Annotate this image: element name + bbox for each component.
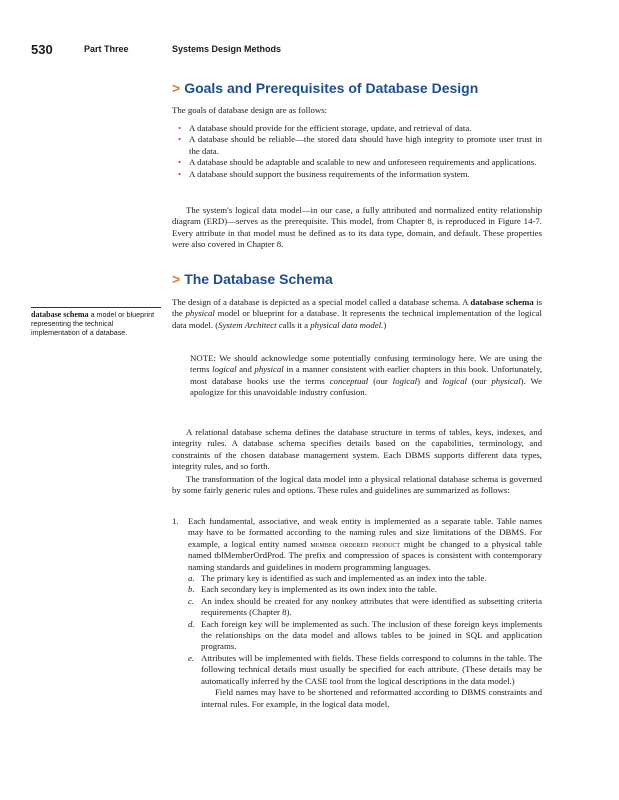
sidebar-text: a model or blueprint representing the technical implementation of a database. (31, 310, 155, 337)
page-header (31, 42, 559, 62)
text-run: Each secondary key is implemented as its own index into the table. (201, 584, 437, 595)
item-letter: a. (188, 573, 195, 584)
term-italic: physical data model. (310, 319, 384, 330)
item-letter: d. (188, 618, 195, 629)
rules-list (172, 516, 542, 710)
sidebar-term: database schema (31, 310, 89, 319)
section-heading-goals (172, 80, 478, 96)
text-run: in a manner consistent with earlier chapters in this book. Unfortunately, most database books use the terms (190, 364, 543, 386)
text-run: ). We apologize for this unavoidable industry confusion. (190, 375, 542, 398)
section-heading-schema (172, 271, 333, 287)
text-run: model or blueprint for a database. It represents the technical implementation of the logical data model. ( (172, 308, 542, 330)
text-run: Attributes will be implemented with fields. These fields correspond to columns in the table. The following technical details must usually be specified for each attribute. (These details may be automatically inferred by the CASE tool from the logical descriptions in the data model.) (201, 652, 542, 686)
list-item: • A database should be adaptable and scalable to new and unforeseen requirements and applications. (172, 157, 542, 168)
term-italic: logical (212, 364, 237, 375)
list-item: • A database should support the business requirements of the information system. (172, 169, 542, 180)
section-heading-text: Goals and Prerequisites of Database Design (184, 80, 479, 96)
term-italic: physical (491, 375, 521, 386)
sidebar-definition (31, 311, 163, 337)
list-item: • A database should be reliable—the stored data should have high integrity to promote user trust in the data. (172, 134, 542, 157)
goals-list (172, 123, 542, 180)
item-letter: c. (188, 595, 195, 606)
entity-name: member ordered product (310, 539, 400, 549)
heading-arrow-icon: > (172, 80, 181, 96)
terminology-note (190, 353, 542, 399)
text-run: ) and (417, 375, 438, 386)
text-run: is the (172, 297, 542, 319)
item-number: 1. (172, 516, 179, 526)
text-run: Each fundamental, associative, and weak entity is implemented as a separate table. Table names may have to be formatted according to the naming rules and size limitations of the DBMS. For example, a logical entity named (188, 516, 542, 549)
heading-arrow-icon: > (172, 271, 181, 287)
list-item (188, 619, 542, 653)
text-run: and (239, 364, 252, 375)
sidebar-rule (31, 307, 161, 308)
text-run: ) (383, 319, 387, 330)
item-letter: b. (188, 584, 195, 595)
page-number: 530 (31, 42, 53, 57)
term-bold: database schema (470, 297, 534, 307)
list-item: • A database should provide for the efficient storage, update, and retrieval of data. (172, 123, 542, 134)
list-item (172, 516, 542, 710)
section-heading-text: The Database Schema (184, 271, 333, 287)
text-run: calls it a (278, 319, 309, 330)
text-run: (our (373, 375, 388, 386)
field-names-paragraph: Field names may have to be shortened and reformatted according to DBMS constraints and internal rules. For example, in the logical data model, (201, 687, 542, 709)
item-letter: e. (188, 652, 195, 663)
list-item (188, 573, 542, 584)
schema-paragraph-2: A relational database schema defines the database structure in terms of tables, keys, indexes, and integrity rules. A database schema specifies details based on the capabilities, terminology, and constraints of the chosen database management system. Each DBMS supports different data types, integrity rules, and so forth. (172, 427, 542, 472)
goals-paragraph: The system's logical data model—in our case, a fully attributed and normalized entity relationship diagram (ERD)—serves as the prerequisite. This model, from Chapter 8, is reproduced in Figure 14-7. Every attribute in that model must be defined as to its data type, domain, and default. These properties were also covered in Chapter 8. (172, 205, 542, 250)
text-run: Each foreign key will be implemented as such. The inclusion of these foreign keys implements the relationships on the data model and allows tables to be joined in SQL and application programs. (201, 618, 542, 652)
schema-paragraph-3: The transformation of the logical data model into a physical relational database schema is governed by some fairly generic rules and options. These rules and guidelines are summarized as follows: (172, 474, 542, 496)
term-italic: logical (392, 375, 418, 386)
list-item (188, 584, 542, 595)
text-run: An index should be created for any nonkey attributes that were identified as subsetting criteria requirements (Chapter 8). (201, 595, 542, 618)
goals-intro: The goals of database design are as follows: (172, 105, 328, 115)
text-run: NOTE: We should acknowledge some potentially confusing terminology here. We are using the terms (190, 353, 542, 375)
text-run: might be changed to a physical table named tblMemberOrdProd. The prefix and compression of spaces is consistent with contemporary naming standards and guidelines in modern programming languages. (188, 538, 543, 572)
term-italic: logical (442, 375, 467, 386)
list-item (188, 653, 542, 710)
term-italic: System Architect (218, 319, 277, 330)
text-run: (our (471, 375, 487, 386)
list-item (188, 596, 542, 619)
term-italic: conceptual (329, 375, 369, 386)
schema-paragraph-1 (172, 297, 542, 331)
term-italic: physical (185, 308, 215, 319)
text-run: The primary key is identified as such and implemented as an index into the table. (201, 573, 487, 584)
text-run: The design of a database is depicted as a special model called a database schema. A (172, 297, 468, 307)
part-label: Part Three (84, 44, 129, 54)
term-italic: physical (254, 364, 284, 375)
chapter-title: Systems Design Methods (172, 44, 282, 54)
